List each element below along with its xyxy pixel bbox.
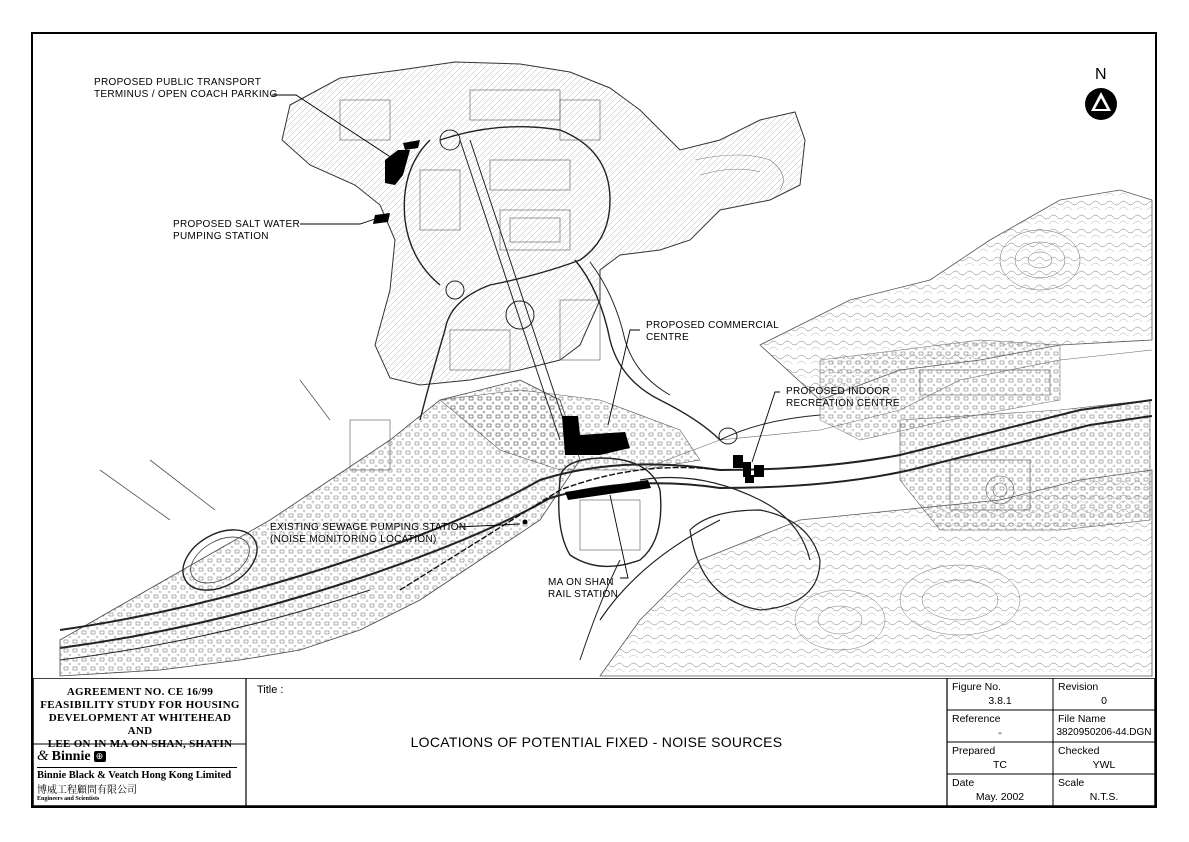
scale-label: Scale [1058, 777, 1085, 789]
checked-label: Checked [1058, 745, 1100, 757]
prepared-value: TC [993, 759, 1007, 771]
reference-value: - [998, 727, 1002, 739]
callout-transport-terminus: PROPOSED PUBLIC TRANSPORT TERMINUS / OPEN COACH PARKING [94, 77, 278, 100]
date-label: Date [952, 777, 975, 789]
rail-station-site [565, 480, 651, 500]
figure-no-label: Figure No. [952, 681, 1002, 693]
company-chinese: 博威工程顧問有限公司 [37, 785, 137, 796]
agreement-text: AGREEMENT NO. CE 16/99 FEASIBILITY STUDY FOR HOUSING DEVELOPMENT AT WHITEHEAD AND LEE ON IN MA ON SHAN, SHATIN [40, 686, 240, 750]
callout-rail-station: MA ON SHAN RAIL STATION [548, 577, 619, 600]
reference-label: Reference [952, 713, 1001, 725]
revision-label: Revision [1058, 681, 1099, 693]
figure-no-value: 3.8.1 [988, 695, 1012, 707]
company-block [37, 746, 243, 804]
north-arrow-icon [1083, 86, 1119, 122]
company-tagline: Engineers and Scientists [37, 796, 100, 802]
company-name: Binnie Black & Veatch Hong Kong Limited [37, 770, 232, 781]
revision-value: 0 [1101, 695, 1107, 707]
drawing-title: LOCATIONS OF POTENTIAL FIXED - NOISE SOURCES [410, 734, 783, 750]
title-label: Title : [257, 684, 284, 696]
north-label: N [1095, 66, 1107, 83]
title-block [33, 678, 1155, 806]
callout-sewage-pumping: EXISTING SEWAGE PUMPING STATION (NOISE MONITORING LOCATION) [270, 522, 467, 545]
company-logo: & Binnie ⊕ [37, 748, 243, 765]
callout-indoor-recreation: PROPOSED INDOOR RECREATION CENTRE [786, 386, 900, 409]
binnie-swirl-icon: & [37, 748, 49, 764]
prepared-label: Prepared [952, 745, 996, 757]
logo-rule [37, 767, 237, 768]
bv-badge-icon: ⊕ [94, 751, 106, 762]
callout-commercial-centre: PROPOSED COMMERCIAL CENTRE [646, 320, 779, 343]
checked-value: YWL [1092, 759, 1116, 771]
date-value: May. 2002 [975, 791, 1025, 803]
file-name-label: File Name [1058, 713, 1106, 725]
file-name-value: 3820950206-44.DGN [1056, 727, 1152, 738]
noise-monitoring-point [523, 520, 528, 525]
scale-value: N.T.S. [1089, 791, 1119, 803]
callout-salt-water-pumping: PROPOSED SALT WATER PUMPING STATION [173, 219, 301, 242]
